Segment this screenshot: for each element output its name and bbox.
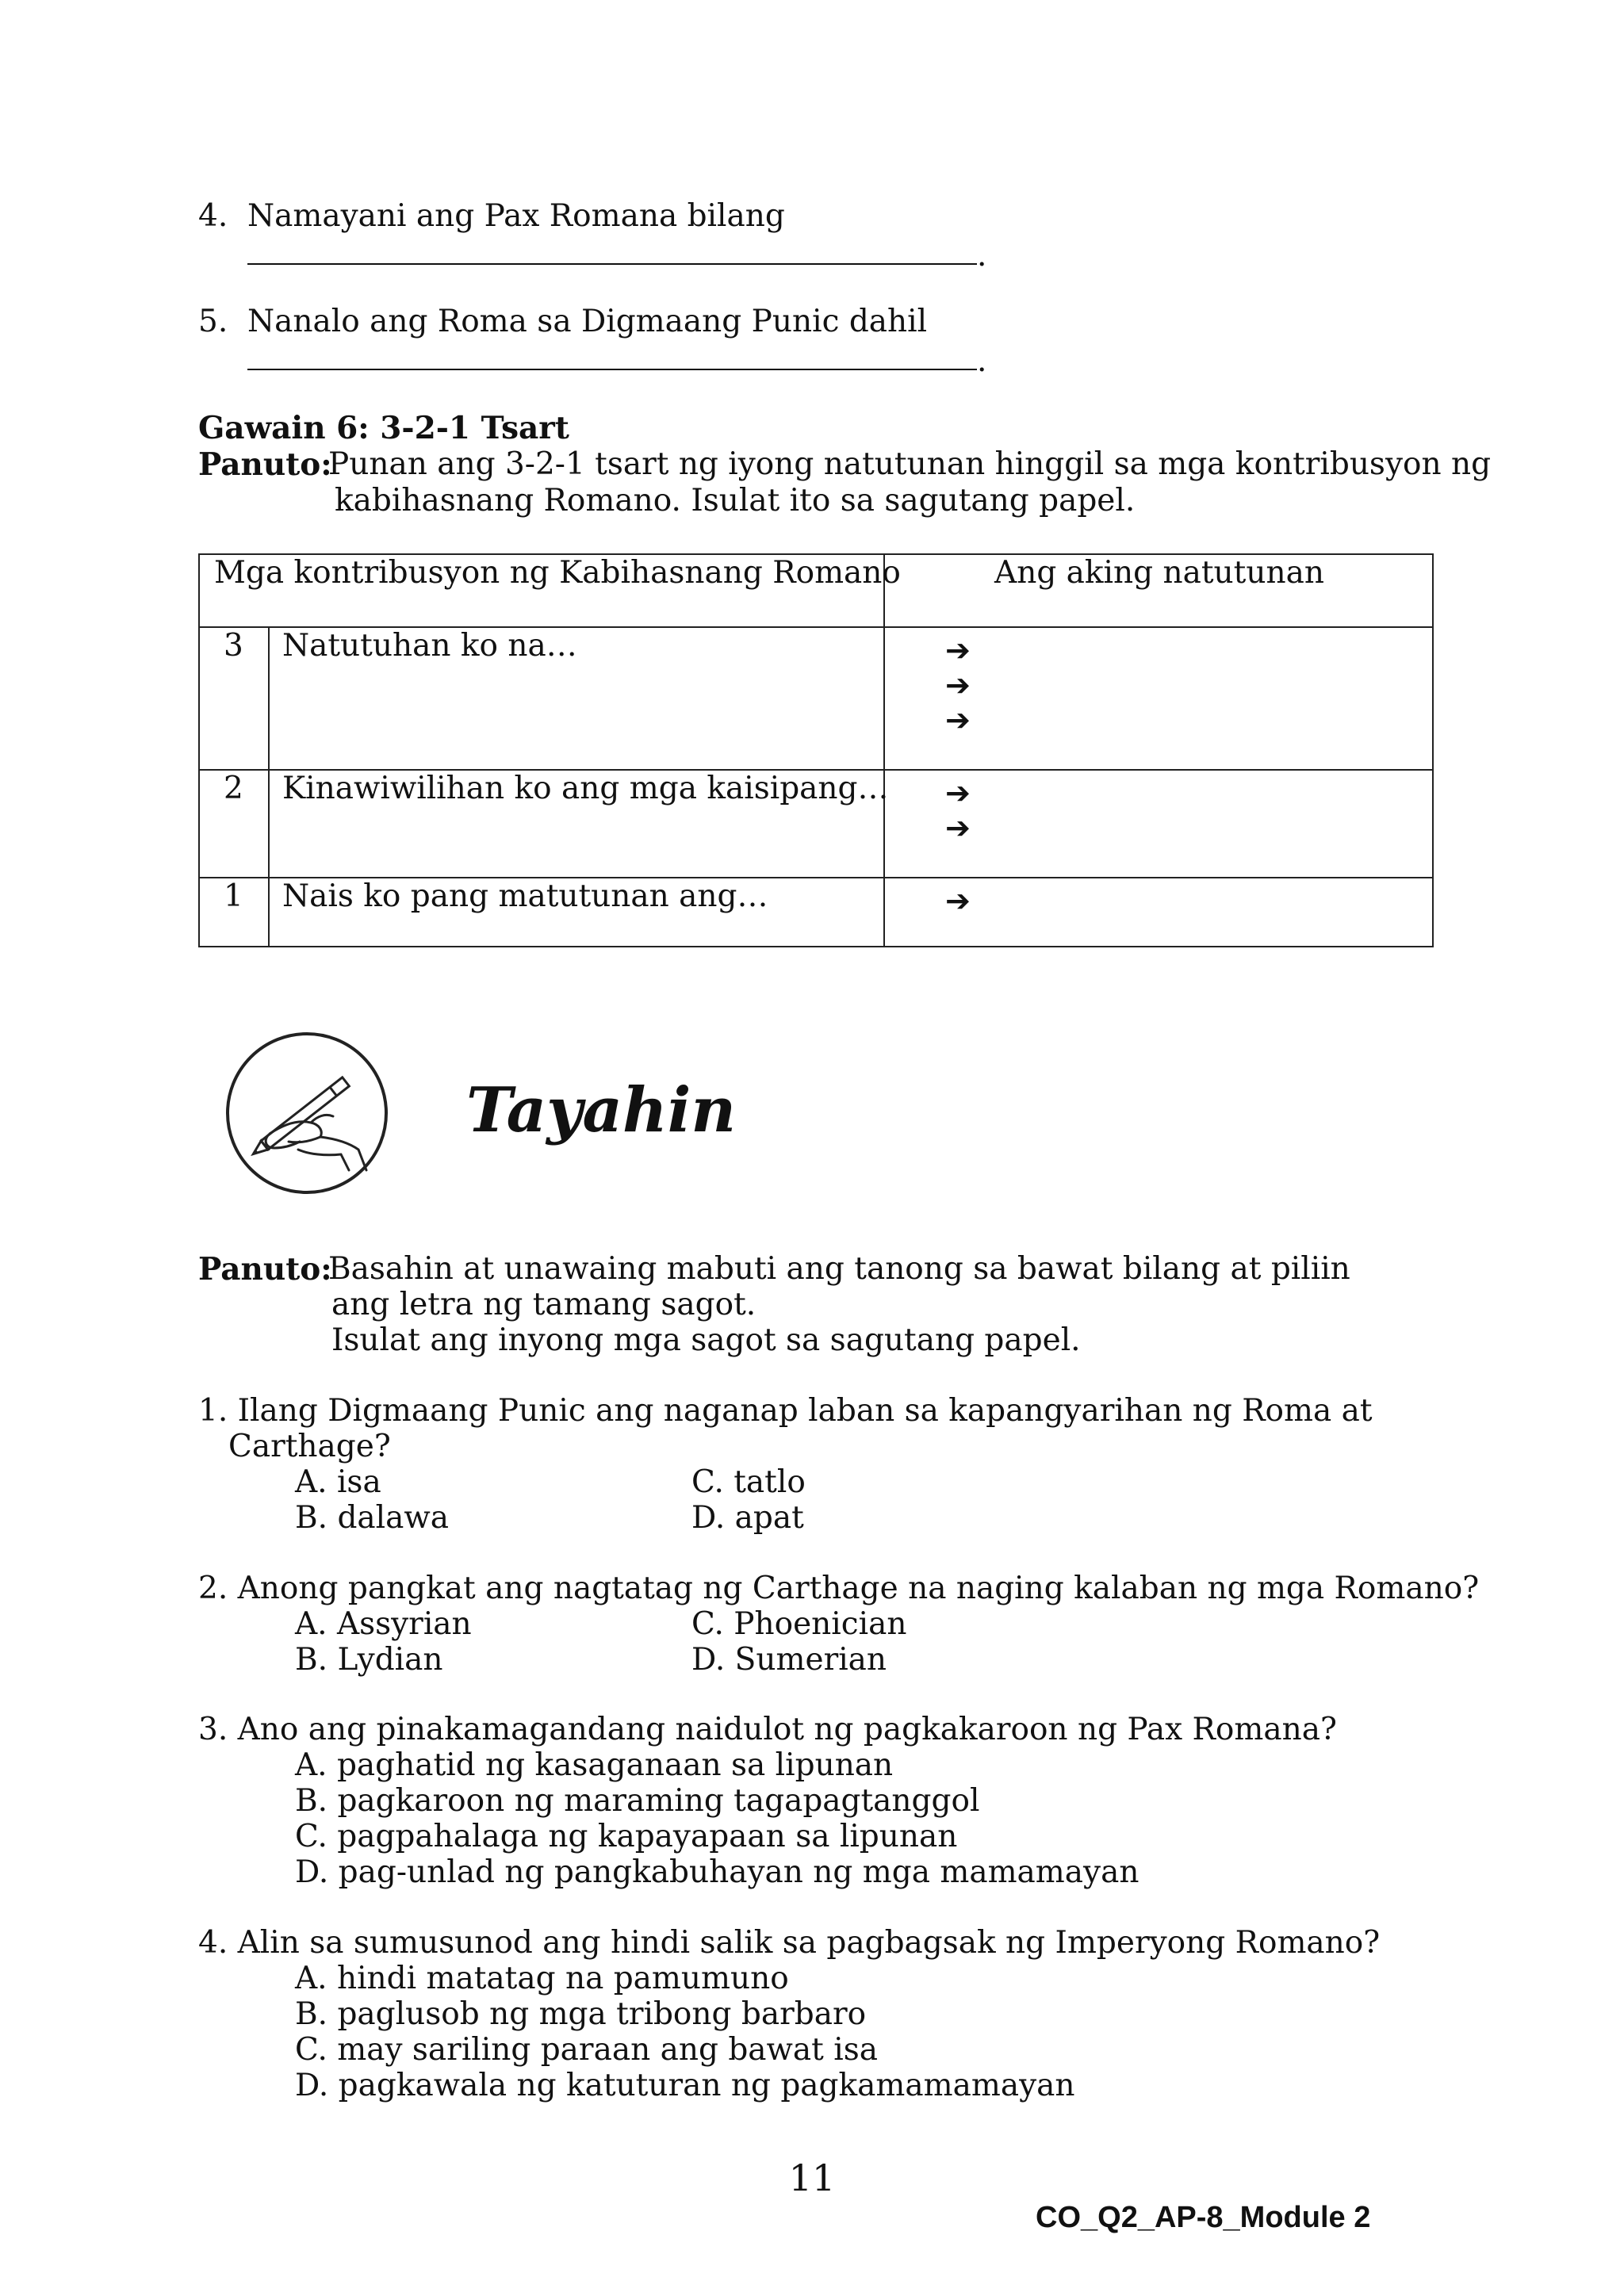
item-4-text: Namayani ang Pax Romana bilang <box>247 198 785 234</box>
arrow-icon: ➔ <box>945 775 971 810</box>
question-1-choice-a[interactable]: A. isa <box>295 1464 381 1500</box>
section-title: Tayahin <box>466 1074 737 1146</box>
item-5-answer-line[interactable] <box>247 369 977 370</box>
arrow-icon: ➔ <box>945 668 971 702</box>
question-4-choice-a[interactable]: A. hindi matatag na pamumuno <box>295 1961 789 1996</box>
item-5-number: 5. <box>198 304 228 339</box>
arrow-icon: ➔ <box>945 810 971 845</box>
table-divider-num <box>268 626 270 946</box>
activity-instruction-line1: Punan ang 3-2-1 tsart ng iyong natutunan hinggil sa mga kontribusyon ng <box>328 446 1492 482</box>
assessment-instruction-line2: ang letra ng tamang sagot. <box>331 1287 756 1322</box>
question-1-choice-d[interactable]: D. apat <box>691 1500 804 1536</box>
chart-3-2-1-table <box>198 553 1434 947</box>
assessment-instruction-line3: Isulat ang inyong mga sagot sa sagutang papel. <box>331 1322 1081 1358</box>
question-2-text: 2. Anong pangkat ang nagtatag ng Carthage na naging kalaban ng mga Romano? <box>198 1571 1480 1606</box>
activity-instruction-line2: kabihasnang Romano. Isulat ito sa sagutang papel. <box>335 483 1136 519</box>
question-4-choice-d[interactable]: D. pagkawala ng katuturan ng pagkamamamayan <box>295 2068 1075 2103</box>
question-4-choice-c[interactable]: C. may sariling paraan ang bawat isa <box>295 2032 878 2068</box>
footer-module-code: CO_Q2_AP-8_Module 2 <box>1036 2201 1371 2234</box>
table-row-1-num: 1 <box>224 878 243 914</box>
item-4-period: . <box>977 238 987 274</box>
question-2-choice-a[interactable]: A. Assyrian <box>295 1606 472 1642</box>
table-row-2-prompt: Kinawiwilihan ko ang mga kaisipang… <box>282 771 889 806</box>
question-1-text-cont: Carthage? <box>228 1429 391 1464</box>
item-4-answer-line[interactable] <box>247 263 977 265</box>
table-row-1-prompt: Nais ko pang matutunan ang… <box>282 878 768 914</box>
table-header-left: Mga kontribusyon ng Kabihasnang Romano <box>214 555 901 591</box>
arrow-icon: ➔ <box>945 702 971 737</box>
activity-title: Gawain 6: 3-2-1 Tsart <box>198 410 569 446</box>
item-5-period: . <box>977 343 987 379</box>
page-number: 11 <box>788 2156 836 2199</box>
question-2-choice-d[interactable]: D. Sumerian <box>691 1642 887 1678</box>
question-3-choice-c[interactable]: C. pagpahalaga ng kapayapaan sa lipunan <box>295 1819 958 1854</box>
arrow-icon: ➔ <box>945 883 971 918</box>
question-1-choice-c[interactable]: C. tatlo <box>691 1464 806 1500</box>
item-5-text: Nanalo ang Roma sa Digmaang Punic dahil <box>247 304 928 339</box>
question-3-choice-b[interactable]: B. pagkaroon ng maraming tagapagtanggol <box>295 1783 980 1819</box>
table-row-2-num: 2 <box>224 771 243 806</box>
question-3-choice-d[interactable]: D. pag-unlad ng pangkabuhayan ng mga mamamayan <box>295 1854 1139 1890</box>
arrow-icon: ➔ <box>945 633 971 668</box>
table-divider-main <box>883 555 885 946</box>
table-row-3-prompt: Natutuhan ko na… <box>282 628 577 664</box>
question-2-choice-c[interactable]: C. Phoenician <box>691 1606 907 1642</box>
question-4-choice-b[interactable]: B. paglusob ng mga tribong barbaro <box>295 1996 867 2032</box>
writing-hand-icon <box>222 1031 392 1196</box>
question-2-choice-b[interactable]: B. Lydian <box>295 1642 443 1678</box>
question-3-text: 3. Ano ang pinakamagandang naidulot ng pagkakaroon ng Pax Romana? <box>198 1712 1337 1747</box>
item-4-number: 4. <box>198 198 228 234</box>
question-1-choice-b[interactable]: B. dalawa <box>295 1500 450 1536</box>
assessment-instruction-label: Panuto: <box>198 1251 332 1288</box>
table-row-3-num: 3 <box>224 628 243 664</box>
question-4-text: 4. Alin sa sumusunod ang hindi salik sa pagbagsak ng Imperyong Romano? <box>198 1925 1381 1961</box>
assessment-instruction-line1: Basahin at unawaing mabuti ang tanong sa bawat bilang at piliin <box>328 1251 1350 1287</box>
table-header-right: Ang aking natutunan <box>994 555 1324 591</box>
question-1-text: 1. Ilang Digmaang Punic ang naganap laban sa kapangyarihan ng Roma at <box>198 1393 1373 1429</box>
question-3-choice-a[interactable]: A. paghatid ng kasaganaan sa lipunan <box>295 1747 894 1783</box>
activity-instruction-label: Panuto: <box>198 446 332 483</box>
